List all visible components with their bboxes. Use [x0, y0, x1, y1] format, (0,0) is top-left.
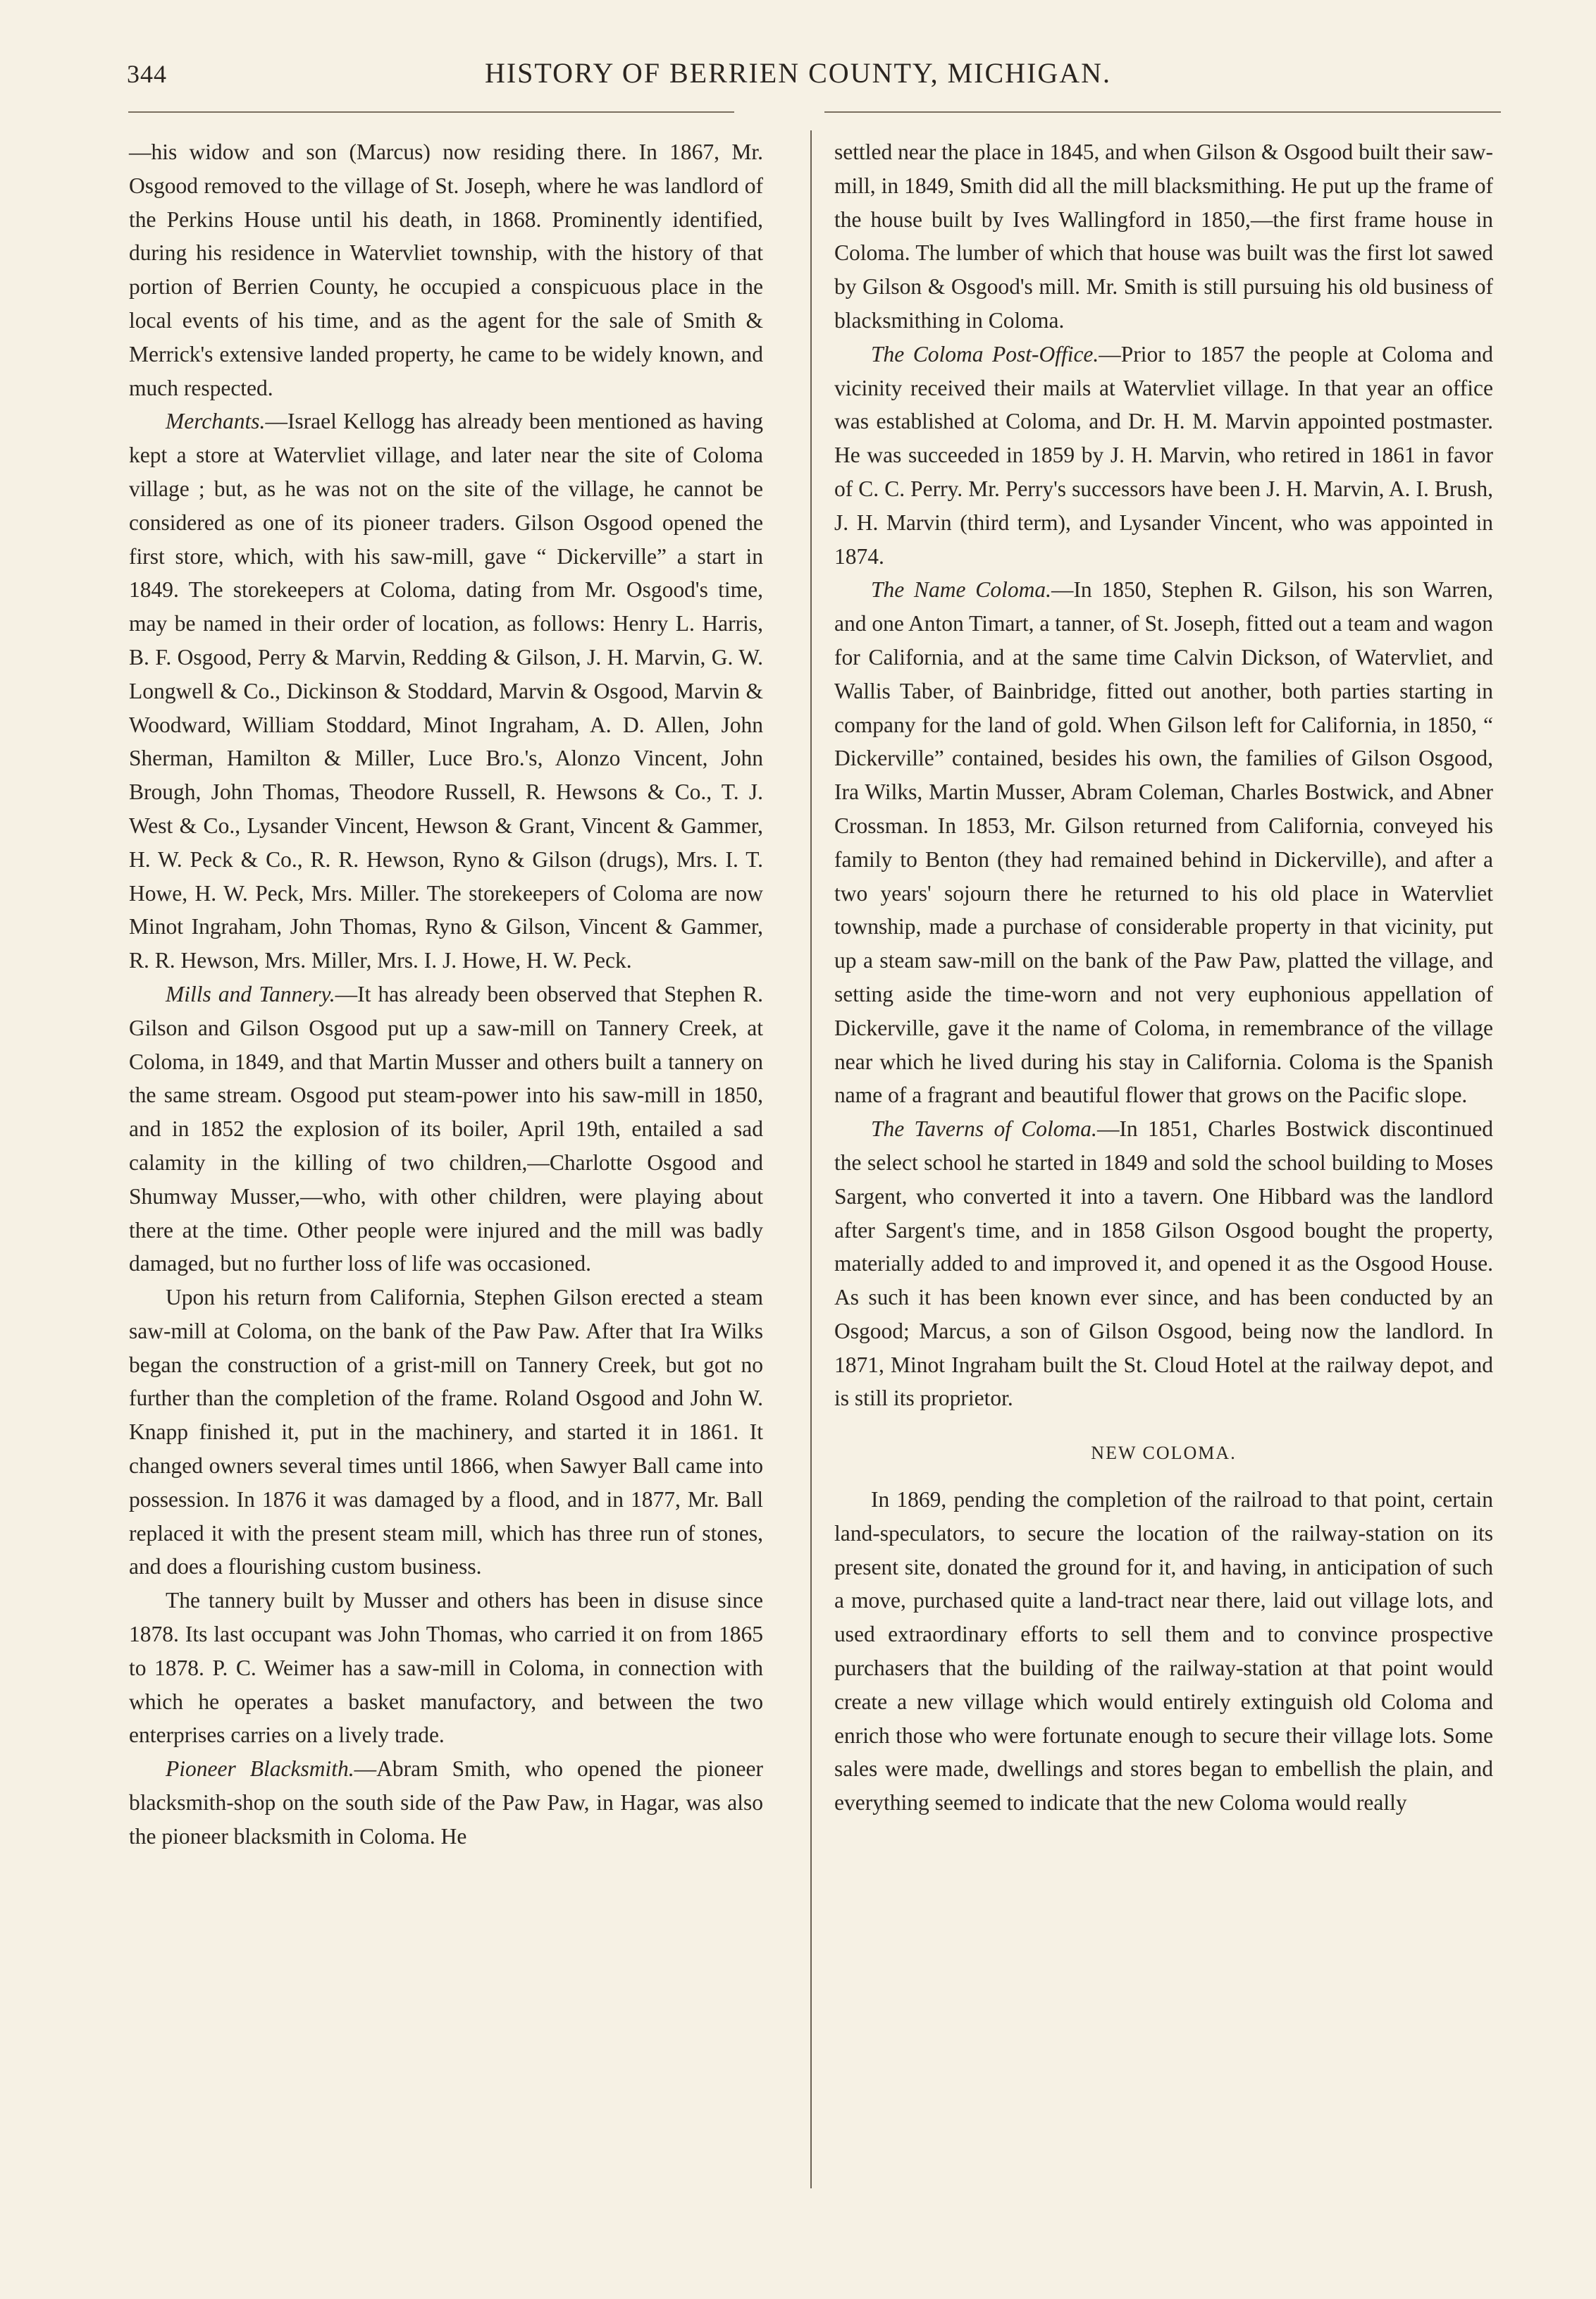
text-name-coloma: —In 1850, Stephen R. Gilson, his son Warren, and one Anton Timart, a tanner, of St. Joseph, fitted out a team and wagon for California, and at the same time Calvin Dickson, of Watervliet, and Wallis Taber, of Bainbridge, fitted out another, both parties starting in company for the land of gold. When Gilson left for California, in 1850, “ Dickerville” contained, besides his own, the families of Gilson Osgood, Ira Wilks, Martin Musser, Abram Coleman, Charles Bostwick, and Abner Crossman. In 1853, Mr. Gilson returned from California, conveyed his family to Benton (they had remained behind in Dickerville), and after a two years' sojourn there he returned to his old place in Watervliet township, made a purchase of considerable property in that vicinity, put up a steam saw-mill on the bank of the Paw Paw, platted the village, and setting aside the time-worn and not very euphonious appellation of Dickerville, gave it the name of Coloma, in remembrance of the village near which he lived during his stay in California. Coloma is the Spanish name of a fragrant and beautiful flower that grows on the Pacific slope.: [834, 577, 1493, 1108]
left-column: [129, 135, 763, 1854]
page-number: 344: [127, 60, 167, 88]
heading-merchants: Merchants.: [166, 409, 266, 434]
paragraph-merchants: [129, 405, 763, 978]
heading-name-coloma: The Name Coloma.: [871, 577, 1051, 603]
paragraph-mills-tannery: [129, 978, 763, 1281]
paragraph-new-coloma: In 1869, pending the completion of the railroad to that point, certain land-speculators, to secure the location of the railway-station on its present site, donated the ground for it, and having, in anticipation of such a move, purchased quite a land-tract near there, laid out village lots, and used extraordinary efforts to sell them and to convince prospective purchasers that the building of the railway-station at that point would create a new village which would entirely extinguish old Coloma and enrich those who were fortunate enough to secure their village lots. Some sales were made, dwellings and stores began to embellish the plain, and everything seemed to indicate that the new Coloma would really: [834, 1487, 1493, 1816]
heading-mills-tannery: Mills and Tannery.: [166, 981, 335, 1006]
text-taverns: —In 1851, Charles Bostwick discontinued the select school he started in 1849 and sold the school building to Moses Sargent, who converted it into a tavern. One Hibbard was the landlord after Sargent's time, and in 1858 Gilson Osgood bought the property, materially added to and improved it, and opened it as the Osgood House. As such it has been known ever since, and has been conducted by an Osgood; Marcus, a son of Gilson Osgood, being now the landlord. In 1871, Minot Ingraham built the St. Cloud Hotel at the railway depot, and is still its proprietor.: [834, 1116, 1493, 1411]
text-post-office: —Prior to 1857 the people at Coloma and vicinity received their mails at Watervliet village. In that year an office was established at Coloma, and Dr. H. M. Marvin appointed postmaster. He was succeeded in 1859 by J. H. Marvin, who retired in 1861 in favor of C. C. Perry. Mr. Perry's successors have been J. H. Marvin, A. I. Brush, J. H. Marvin (third term), and Lysander Vincent, who was appointed in 1874.: [834, 341, 1493, 569]
heading-post-office: The Coloma Post-Office.: [871, 341, 1099, 366]
heading-taverns: The Taverns of Coloma.: [871, 1116, 1097, 1142]
paragraph-blacksmith-cont: settled near the place in 1845, and when Gilson & Osgood built their saw-mill, in 1849, Smith did all the mill blacksmithing. He put up the frame of the house built by Ives Wallingford in 1850,—the first frame house in Coloma. The lumber of which that house was built was the first lot sawed by Gilson & Osgood's mill. Mr. Smith is still pursuing his old business of blacksmithing in Coloma.: [834, 140, 1493, 333]
paragraph-pioneer-blacksmith: [129, 1752, 763, 1853]
column-divider: [810, 130, 812, 2188]
paragraph-post-office: [834, 338, 1493, 574]
header-rule-left: [128, 111, 734, 113]
text-merchants: —Israel Kellogg has already been mentioned as having kept a store at Watervliet village, and later near the site of Coloma village ; but, as he was not on the site of the village, he cannot be considered as one of its pioneer traders. Gilson Osgood opened the first store, which, with his saw-mill, gave “ Dickerville” a start in 1849. The storekeepers at Coloma, dating from Mr. Osgood's time, may be named in their order of location, as follows: Henry L. Harris, B. F. Osgood, Perry & Marvin, Redding & Gilson, J. H. Marvin, G. W. Longwell & Co., Dickinson & Stoddard, Marvin & Osgood, Marvin & Woodward, William Stoddard, Minot Ingraham, A. D. Allen, John Sherman, Hamilton & Miller, Luce Bro.'s, Alonzo Vincent, John Brough, John Thomas, Theodore Russell, R. Hewsons & Co., T. J. West & Co., Lysander Vincent, Hewson & Grant, Vincent & Gammer, H. W. Peck & Co., R. R. Hewson, Ryno & Gilson (drugs), Mrs. I. T. Howe, H. W. Peck, Mrs. Miller. The storekeepers of Coloma are now Minot Ingraham, John Thomas, Ryno & Gilson, Vincent & Gammer, R. R. Hewson, Mrs. Miller, Mrs. I. J. Howe, H. W. Peck.: [129, 409, 763, 973]
heading-pioneer-blacksmith: Pioneer Blacksmith.: [166, 1756, 354, 1782]
header-rule-right: [824, 111, 1501, 113]
section-heading-new-coloma: NEW COLOMA.: [1091, 1443, 1237, 1464]
paragraph-taverns: [834, 1112, 1493, 1415]
paragraph-gilson-return: Upon his return from California, Stephen Gilson erected a steam saw-mill at Coloma, on the bank of the Paw Paw. After that Ira Wilks began the construction of a grist-mill on Tannery Creek, but got no further than the completion of the frame. Roland Osgood and John W. Knapp finished it, put in the machinery, and started it in 1861. It changed owners several times until 1866, when Sawyer Ball came into possession. In 1876 it was damaged by a flood, and in 1877, Mr. Ball replaced it with the present steam mill, which has three run of stones, and does a flourishing custom business.: [129, 1285, 763, 1579]
paragraph-tannery-disuse: The tannery built by Musser and others has been in disuse since 1878. Its last occupant was John Thomas, who carried it on from 1865 to 1878. P. C. Weimer has a saw-mill in Coloma, in connection with which he operates a basket manufactory, and between the two enterprises carries on a lively trade.: [129, 1588, 763, 1748]
text-mills-tannery: —It has already been observed that Stephen R. Gilson and Gilson Osgood put up a saw-mill on Tannery Creek, at Coloma, in 1849, and that Martin Musser and others built a tannery on the same stream. Osgood put steam-power into his saw-mill in 1850, and in 1852 the explosion of its boiler, April 19th, entailed a sad calamity in the killing of two children,—Charlotte Osgood and Shumway Musser,—who, with other children, were playing about there at the time. Other people were injured and the mill was badly damaged, but no further loss of life was occasioned.: [129, 981, 763, 1276]
running-title: HISTORY OF BERRIEN COUNTY, MICHIGAN.: [484, 57, 1112, 89]
right-column: [834, 135, 1493, 1820]
text-pioneer-blacksmith: —Abram Smith, who opened the pioneer blacksmith-shop on the south side of the Paw Paw, in Hagar, was also the pioneer blacksmith in Coloma. He: [129, 1756, 763, 1849]
paragraph-name-coloma: [834, 573, 1493, 1112]
paragraph-osgood-death: —his widow and son (Marcus) now residing there. In 1867, Mr. Osgood removed to the village of St. Joseph, where he was landlord of the Perkins House until his death, in 1868. Prominently identified, during his residence in Watervliet township, with the history of that portion of Berrien County, he occupied a conspicuous place in the local events of his time, and as the agent for the sale of Smith & Merrick's extensive landed property, he came to be widely known, and much respected.: [129, 140, 763, 400]
